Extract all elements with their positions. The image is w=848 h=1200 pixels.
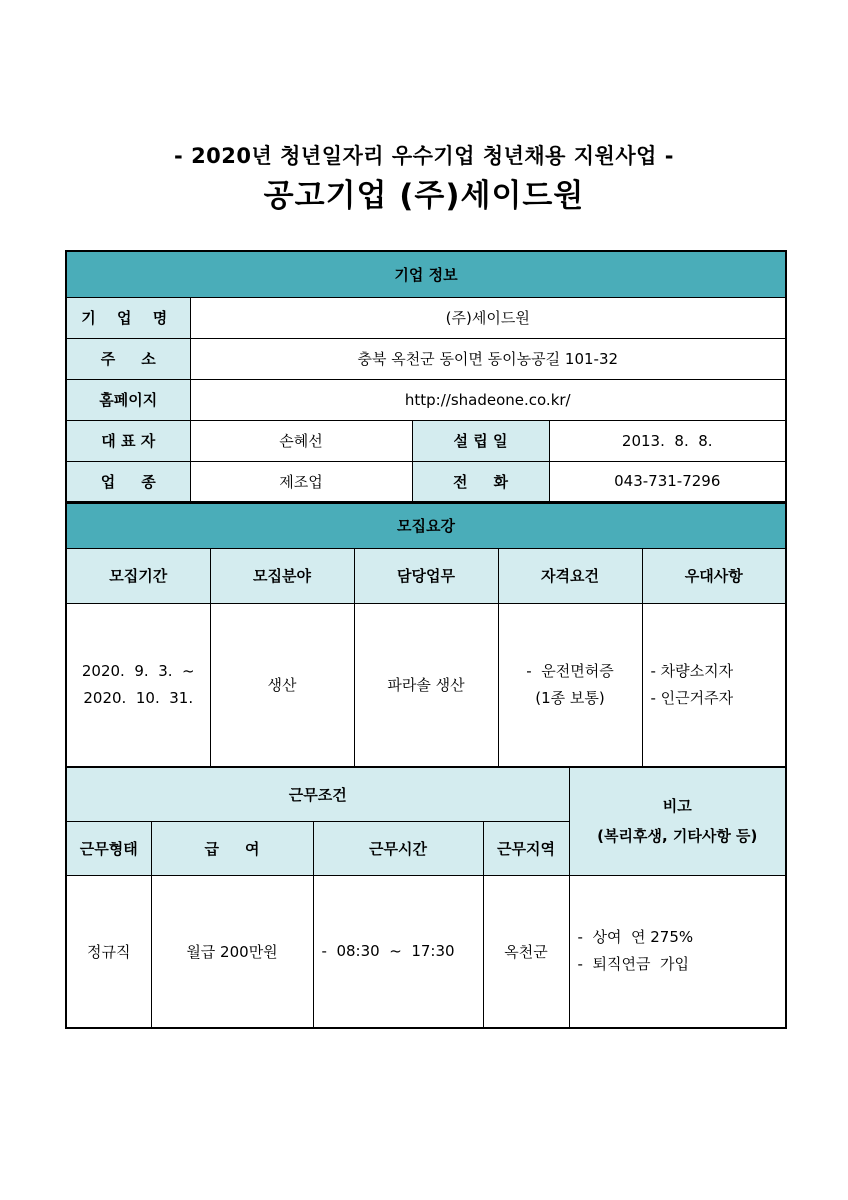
phone-value: 043-731-7296 [549,461,786,502]
address-label: 주 소 [66,338,190,379]
page-title: 공고기업 (주)세이드원 [263,178,585,214]
ceo-value: 손혜선 [190,420,412,461]
recruit-period-end: 2020. 10. 31. [83,688,194,707]
recruit-period-value [66,603,210,767]
work-conditions-table [65,766,787,1029]
company-info-header: 기업 정보 [66,251,786,297]
recruit-preference-value [642,603,786,767]
work-conditions-header: 근무조건 [66,767,569,821]
remarks-header [569,767,786,875]
remark-line-1: - 상여 연 275% [577,928,694,947]
homepage-label: 홈페이지 [66,379,190,420]
page-subtitle: - 2020년 청년일자리 우수기업 청년채용 지원사업 - [174,144,674,168]
recruit-preference-header: 우대사항 [642,548,786,603]
work-type-value: 정규직 [66,875,151,1028]
preference-line-1: - 차량소지자 [650,661,734,680]
recruitment-table [65,502,787,768]
recruit-duty-header: 담당업무 [354,548,498,603]
preference-line-2: - 인근거주자 [650,688,734,707]
work-hours-header: 근무시간 [313,821,483,875]
company-name-label: 기 업 명 [66,297,190,338]
remarks-subtitle: (복리후생, 기타사항 등) [597,827,758,846]
industry-label: 업 종 [66,461,190,502]
phone-label: 전 화 [412,461,549,502]
recruit-field-header: 모집분야 [210,548,354,603]
recruitment-header: 모집요강 [66,503,786,548]
address-value: 충북 옥천군 동이면 동이농공길 101-32 [190,338,786,379]
homepage-value[interactable]: http://shadeone.co.kr/ [190,379,786,420]
work-location-value: 옥천군 [483,875,569,1028]
work-type-header: 근무형태 [66,821,151,875]
remarks-value [569,875,786,1028]
salary-value: 월급 200만원 [151,875,313,1028]
founded-label: 설 립 일 [412,420,549,461]
industry-value: 제조업 [190,461,412,502]
recruit-field-value: 생산 [210,603,354,767]
work-location-header: 근무지역 [483,821,569,875]
qualification-line-1: - 운전면허증 [526,661,614,680]
founded-value: 2013. 8. 8. [549,420,786,461]
remark-line-2: - 퇴직연금 가입 [577,955,689,974]
recruit-period-header: 모집기간 [66,548,210,603]
work-hours-value: - 08:30 ~ 17:30 [313,875,483,1028]
qualification-line-2: (1종 보통) [535,688,605,707]
recruit-duty-value: 파라솔 생산 [354,603,498,767]
recruit-qualification-header: 자격요건 [498,548,642,603]
recruit-qualification-value [498,603,642,767]
recruit-period-start: 2020. 9. 3. ~ [81,661,195,680]
salary-header: 급 여 [151,821,313,875]
company-info-table [65,250,787,503]
company-name-value: (주)세이드원 [190,297,786,338]
ceo-label: 대 표 자 [66,420,190,461]
remarks-title: 비고 [662,797,692,816]
